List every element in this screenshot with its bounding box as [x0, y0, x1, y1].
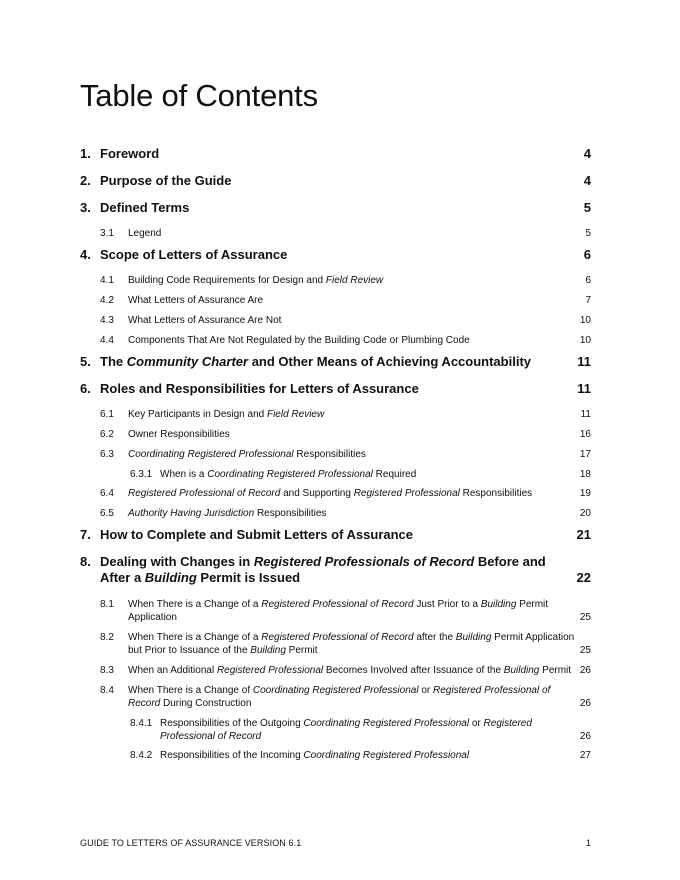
toc-title: Scope of Letters of Assurance	[100, 247, 288, 262]
toc-number: 3.	[80, 200, 91, 215]
toc-entry-8-4-1[interactable]	[130, 717, 591, 743]
toc-page: 18	[579, 469, 591, 480]
toc-page: 4	[583, 173, 591, 188]
toc-number: 6.3	[100, 449, 114, 460]
toc-number: 6.4	[100, 488, 114, 499]
toc-title: Legend	[128, 228, 162, 239]
toc-entry-7[interactable]	[80, 527, 591, 543]
toc-number: 4.3	[100, 315, 114, 326]
toc-number: 3.1	[100, 228, 114, 239]
toc-page: 10	[579, 335, 591, 346]
toc-number: 8.3	[100, 665, 114, 676]
toc-page: 26	[579, 698, 591, 709]
toc-number: 8.2	[100, 632, 114, 643]
toc-number: 2.	[80, 173, 91, 188]
toc-page: 11	[577, 381, 591, 396]
toc-page: 11	[577, 354, 591, 369]
toc-entry-8-2[interactable]	[100, 631, 591, 657]
toc-page: 22	[576, 570, 591, 585]
toc-entry-6-4[interactable]	[100, 487, 591, 500]
toc-number: 6.2	[100, 429, 114, 440]
page-title: Table of Contents	[80, 78, 318, 113]
toc-page: 11	[580, 409, 591, 420]
toc-page: 17	[579, 449, 591, 460]
toc-title: Authority Having Jurisdiction Responsibilities	[128, 508, 327, 519]
toc-title: The Community Charter and Other Means of Achieving Accountability	[100, 354, 532, 369]
toc-entry-4[interactable]	[80, 247, 591, 263]
toc-number: 8.4.1	[130, 718, 153, 729]
toc-entry-5[interactable]	[80, 354, 591, 370]
toc-entry-8-1[interactable]	[100, 598, 591, 624]
footer-page-number: 1	[585, 838, 591, 848]
toc-entry-4-3[interactable]	[100, 314, 591, 327]
toc-entry-3-1[interactable]	[100, 227, 591, 240]
toc-title: What Letters of Assurance Are Not	[128, 315, 282, 326]
toc-number: 6.3.1	[130, 469, 153, 480]
toc-title: When There is a Change of a Registered Professional of Record after the Building Permit Application but Prior to Issuance of the Building Permit	[128, 632, 575, 656]
toc-page: 5	[585, 228, 591, 239]
toc-entry-8-4[interactable]	[100, 684, 591, 710]
toc-title: Building Code Requirements for Design and Field Review	[128, 275, 384, 286]
toc-entry-6[interactable]	[80, 381, 591, 397]
toc-title: Components That Are Not Regulated by the Building Code or Plumbing Code	[128, 335, 470, 346]
toc-entry-8[interactable]	[80, 554, 591, 586]
toc-entry-4-2[interactable]	[100, 294, 591, 307]
toc-title: Purpose of the Guide	[100, 173, 232, 188]
toc-number: 4.1	[100, 275, 114, 286]
toc-page: 19	[579, 488, 591, 499]
toc-number: 8.1	[100, 599, 114, 610]
toc-number: 4.	[80, 247, 91, 262]
toc-entry-2[interactable]	[80, 173, 591, 189]
toc-title: Registered Professional of Record and Supporting Registered Professional Responsibilities	[128, 488, 533, 499]
toc-title: Dealing with Changes in Registered Professionals of Record Before and After a Building Permit is Issued	[100, 554, 546, 585]
toc-page: 7	[585, 295, 591, 306]
toc-number: 6.	[80, 381, 91, 396]
toc-title: What Letters of Assurance Are	[128, 295, 264, 306]
toc-title: Coordinating Registered Professional Responsibilities	[128, 449, 366, 460]
toc-number: 4.4	[100, 335, 114, 346]
toc-page: 4	[583, 146, 591, 161]
toc-title: When There is a Change of a Registered Professional of Record Just Prior to a Building Permit Application	[128, 599, 549, 623]
footer-title: GUIDE TO LETTERS OF ASSURANCE VERSION 6.1	[80, 838, 302, 848]
toc-entry-6-5[interactable]	[100, 507, 591, 520]
toc-entry-6-3-1[interactable]	[130, 468, 591, 481]
toc-entry-6-3[interactable]	[100, 448, 591, 461]
toc-number: 8.4.2	[130, 750, 153, 761]
toc-entry-4-1[interactable]	[100, 274, 591, 287]
toc-entry-8-4-2[interactable]	[130, 749, 591, 762]
toc-page: 27	[579, 750, 591, 761]
toc-title: Roles and Responsibilities for Letters of Assurance	[100, 381, 419, 396]
toc-number: 6.5	[100, 508, 114, 519]
toc-title: When is a Coordinating Registered Professional Required	[160, 469, 417, 480]
toc-number: 8.	[80, 554, 91, 569]
toc-page: 16	[579, 429, 591, 440]
toc-number: 6.1	[100, 409, 114, 420]
toc-entry-1[interactable]	[80, 146, 591, 162]
toc-title: Responsibilities of the Outgoing Coordinating Registered Professional or Registered Professional of Record	[160, 718, 532, 742]
toc-number: 8.4	[100, 685, 114, 696]
toc-number: 4.2	[100, 295, 114, 306]
toc-number: 1.	[80, 146, 91, 161]
toc-title: Foreword	[100, 146, 160, 161]
toc-title: Owner Responsibilities	[128, 429, 230, 440]
toc-page: 25	[579, 645, 591, 656]
toc-number: 5.	[80, 354, 91, 369]
toc-page: 6	[585, 275, 591, 286]
toc-title: When an Additional Registered Professional Becomes Involved after Issuance of the Building Permit	[128, 665, 572, 676]
toc-entry-8-3[interactable]	[100, 664, 591, 677]
toc-title: When There is a Change of Coordinating Registered Professional or Registered Professional of Record During Construction	[128, 685, 551, 709]
toc-page: 20	[579, 508, 591, 519]
toc-title: Key Participants in Design and Field Review	[128, 409, 325, 420]
toc-page: 6	[583, 247, 591, 262]
toc-entry-4-4[interactable]	[100, 334, 591, 347]
toc-page: 10	[579, 315, 591, 326]
toc-title: Defined Terms	[100, 200, 190, 215]
toc-page: 25	[579, 612, 591, 623]
toc-title: How to Complete and Submit Letters of Assurance	[100, 527, 414, 542]
toc-entry-3[interactable]	[80, 200, 591, 216]
toc-title: Responsibilities of the Incoming Coordinating Registered Professional	[160, 750, 470, 761]
toc-number: 7.	[80, 527, 91, 542]
toc-page: 21	[576, 527, 591, 542]
toc-page: 26	[579, 731, 591, 742]
toc-page: 26	[579, 665, 591, 676]
toc-entry-6-1[interactable]	[100, 408, 591, 421]
toc-entry-6-2[interactable]	[100, 428, 591, 441]
toc-page: 5	[583, 200, 591, 215]
